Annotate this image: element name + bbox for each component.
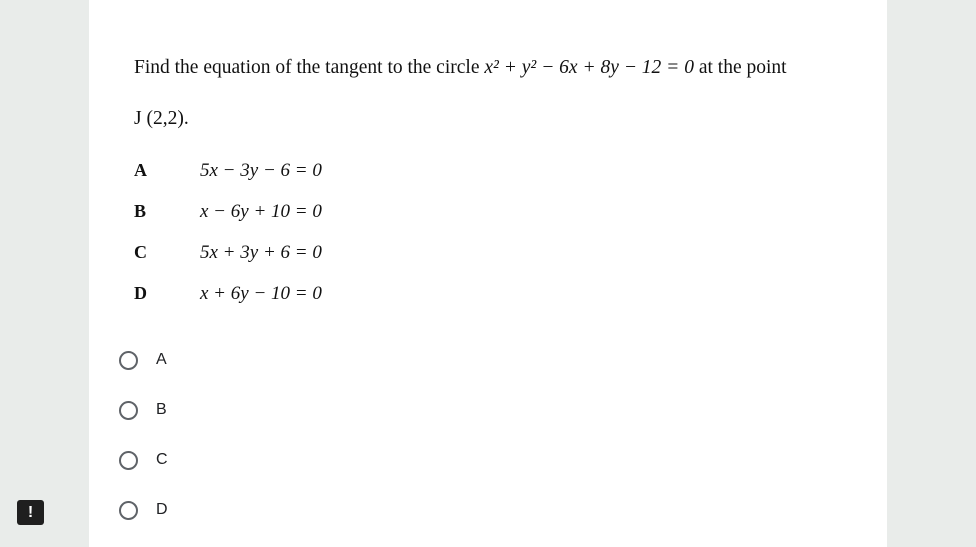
answer-letter: D bbox=[134, 283, 147, 303]
answer-letter: B bbox=[134, 201, 147, 221]
radio-button[interactable] bbox=[119, 451, 138, 470]
radio-option-a[interactable] bbox=[119, 347, 167, 373]
question-prefix: Find the equation of the tangent to the circle bbox=[134, 57, 480, 78]
radio-label[interactable]: D bbox=[156, 501, 168, 518]
radio-label[interactable]: B bbox=[156, 401, 167, 418]
question-text bbox=[134, 54, 854, 82]
radio-option-b[interactable] bbox=[119, 397, 167, 423]
question-point: J (2,2). bbox=[134, 108, 189, 129]
answer-expression: x + 6y − 10 = 0 bbox=[200, 283, 322, 304]
radio-button[interactable] bbox=[119, 401, 138, 420]
alert-symbol: ! bbox=[27, 503, 34, 521]
radio-button[interactable] bbox=[119, 351, 138, 370]
radio-button[interactable] bbox=[119, 501, 138, 520]
answer-letter: C bbox=[134, 242, 147, 262]
radio-option-d[interactable] bbox=[119, 497, 168, 523]
radio-label[interactable]: A bbox=[156, 351, 167, 368]
answer-expression: x − 6y + 10 = 0 bbox=[200, 201, 322, 222]
question-card bbox=[89, 0, 887, 547]
answer-expression: 5x + 3y + 6 = 0 bbox=[200, 242, 322, 263]
answer-letter: A bbox=[134, 160, 147, 180]
exclamation-icon[interactable] bbox=[17, 500, 44, 525]
radio-option-c[interactable] bbox=[119, 447, 168, 473]
question-suffix: at the point bbox=[698, 57, 787, 78]
radio-label[interactable]: C bbox=[156, 451, 168, 468]
answer-expression: 5x − 3y − 6 = 0 bbox=[200, 160, 322, 181]
circle-equation: x² + y² − 6x + 8y − 12 = 0 bbox=[484, 57, 694, 78]
